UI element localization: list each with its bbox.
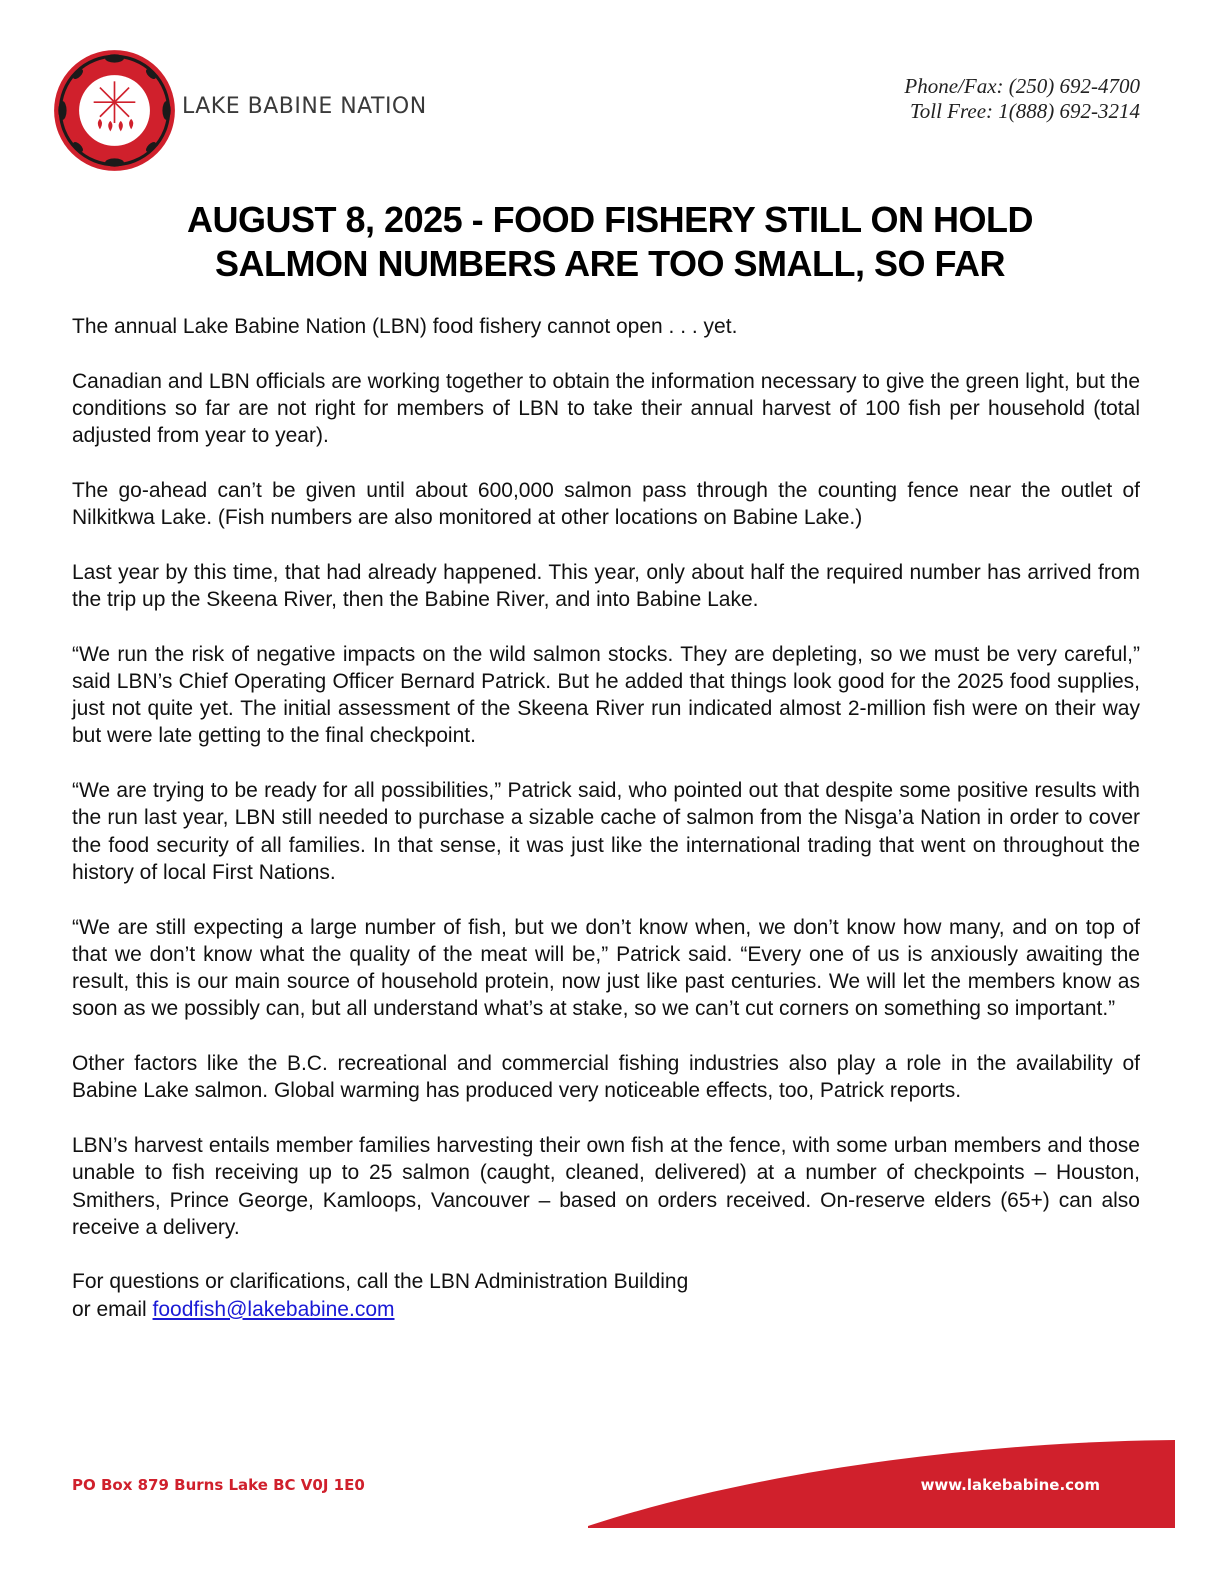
email-link[interactable]: foodfish@lakebabine.com	[152, 1297, 395, 1321]
paragraph-9: LBN’s harvest entails member families harvesting their own fish at the fence, with some urban members and those unable to fish receiving up to 25 salmon (caught, cleaned, delivered) at a number of checkpoints – Houston, Smithers, Prince George, Kamloops, Vancouver – based on orders received. On-reserve elders (65+) can also receive a delivery.	[72, 1133, 1140, 1239]
organization-name: LAKE BABINE NATION	[182, 94, 427, 119]
paragraph-8: Other factors like the B.C. recreational and commercial fishing industries also play a role in the availability of Babine Lake salmon. Global warming has produced very noticeable effects, too, Patrick reports.	[72, 1052, 1140, 1103]
paragraph-2: Canadian and LBN officials are working together to obtain the information necessary to give the green light, but the conditions so far are not right for members of LBN to take their annual harvest of 100 fish per household (total adjusted from year to year).	[72, 369, 1140, 448]
headline	[60, 198, 1160, 286]
paragraph-3: The go-ahead can’t be given until about 600,000 salmon pass through the counting fence near the outlet of Nilkitkwa Lake. (Fish numbers are also monitored at other locations on Babine Lake.)	[72, 478, 1140, 530]
phone-fax: Phone/Fax: (250) 692-4700	[904, 74, 1140, 98]
press-release-body	[72, 313, 1140, 1350]
paragraph-6: “We are trying to be ready for all possibilities,” Patrick said, who pointed out that despite some positive results with the run last year, LBN still needed to purchase a sizable cache of salmon from the Nisga’a Nation in order to cover the food security of all families. In that sense, it was just like the international trading that went on throughout the history of local First Nations.	[72, 779, 1140, 884]
paragraph-1: The annual Lake Babine Nation (LBN) food fishery cannot open . . . yet.	[72, 315, 738, 338]
headline-line-1: AUGUST 8, 2025 - FOOD FISHERY STILL ON HOLD	[187, 199, 1033, 240]
contact-line-1: For questions or clarifications, call the LBN Administration Building	[72, 1270, 689, 1294]
lake-babine-nation-logo	[52, 48, 177, 173]
toll-free: Toll Free: 1(888) 692-3214	[909, 99, 1140, 123]
paragraph-5: “We run the risk of negative impacts on the wild salmon stocks. They are depleting, so we must be very careful,” said LBN’s Chief Operating Officer Bernard Patrick. But he added that things look good for the 2025 food supplies, just not quite yet. The initial assessment of the Skeena River run indicated almost 2-million fish were on their way but were late getting to the final checkpoint.	[72, 642, 1140, 748]
footer-website[interactable]: www.lakebabine.com	[920, 1476, 1100, 1494]
contact-numbers	[904, 74, 1140, 124]
paragraph-7: “We are still expecting a large number of fish, but we don’t know when, we don’t know how many, and on top of that we don’t know what the quality of the meat will be,” Patrick said. “Every one of us is anxiously awaiting the result, this is our main source of household protein, now just like past centuries. We will let the members know as soon as we possibly can, but all understand what’s at stake, so we can’t cut corners on something so important.”	[72, 915, 1140, 1021]
contact-paragraph	[72, 1268, 1140, 1323]
footer-address: PO Box 879 Burns Lake BC V0J 1E0	[72, 1476, 365, 1494]
paragraph-4: Last year by this time, that had already happened. This year, only about half the required number has arrived from the trip up the Skeena River, then the Babine River, and into Babine Lake.	[72, 560, 1140, 611]
footer-red-swoosh	[0, 1430, 1224, 1584]
headline-line-2: SALMON NUMBERS ARE TOO SMALL, SO FAR	[214, 243, 1005, 284]
contact-line-2-prefix: or email	[72, 1297, 153, 1321]
